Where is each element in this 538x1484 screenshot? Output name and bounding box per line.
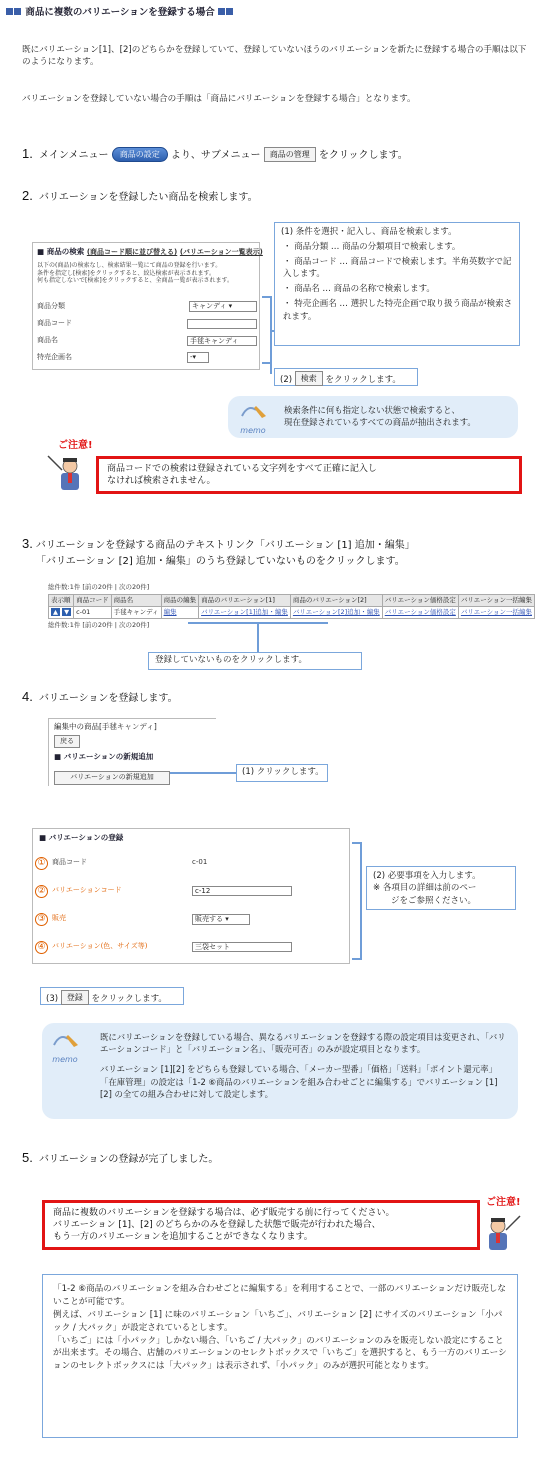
search-row-name: 商品名 手毬キャンディ — [37, 332, 257, 349]
memo-label: memo — [52, 1054, 78, 1064]
step-4: 4. バリエーションを登録します。 — [22, 689, 178, 704]
sales-select[interactable]: 販売する ▾ — [192, 914, 250, 925]
step-3: 3. バリエーションを登録する商品のテキストリンク「バリエーション [1] 追加・編集」 「バリエーション [2] 追加・編集」のうち登録していないものをクリックします。 — [22, 536, 415, 568]
result-table — [48, 594, 535, 619]
variation-code-input[interactable]: c-12 — [192, 886, 292, 896]
product-settings-menu-button[interactable]: 商品の設定 — [112, 147, 168, 162]
search-click-callout: (2) 検索 をクリックします。 — [274, 368, 418, 386]
connector — [270, 346, 272, 374]
search-button[interactable]: 検索 — [295, 371, 323, 386]
reg-row-variation-name: ④ バリエーション(色、サイズ等) 三袋セット — [35, 933, 347, 961]
search-row-category: 商品分類 キャンディ ▾ — [37, 298, 257, 315]
memo-box-1: memo 検索条件に何も指定しない状態で検索すると、 現在登録されているすべての商品が抽出されます。 — [228, 396, 518, 438]
step-2: 2. バリエーションを登録したい商品を検索します。 — [22, 188, 258, 203]
warning-box-1: 商品コードでの検索は登録されている文字列をすべて正確に記入し なければ検索されません。 — [96, 456, 522, 494]
arrow-down-icon[interactable]: ▼ — [64, 608, 70, 617]
connector — [352, 842, 362, 960]
back-button[interactable]: 戻る — [54, 735, 80, 749]
pencil-icon — [50, 1031, 80, 1049]
info-box: 「1-2 ⑥商品のバリエーションを組み合わせごとに編集する」を利用することで、一部のバリエーションだけ販売しないことが可能です。 例えば、バリエーション [1] に味のバリエーション「いちご」、バリエーション [2] にサイズのバリエーション「小パック / 大パック」が設定されているとします。 「いちご」には「小パック」しかない場合、「いちご / 大パック」のバリエーションのみを販売しない設定にすることが出来ます。その場合、店舗のバリエーションのセレクトボックスで「いちご」を選択すると、もう一方のバリエーションのセレクトボックスには「大パック」は表示されず、「小パック」のみが選択可能となります。 — [42, 1274, 518, 1438]
variation-1-edit-link[interactable]: バリエーション[1]追加・編集 — [199, 607, 291, 619]
click-add-callout: (1) クリックします。 — [236, 764, 328, 782]
connector — [257, 622, 259, 652]
memo-label: memo — [240, 425, 266, 435]
pencil-icon — [238, 402, 268, 420]
reg-row-product-code: ① 商品コード c-01 — [35, 849, 347, 877]
product-management-submenu-button[interactable]: 商品の管理 — [264, 147, 316, 162]
variation-list-link[interactable]: (バリエーション一覧表示) — [179, 248, 263, 256]
step-5: 5. バリエーションの登録が完了しました。 — [22, 1150, 219, 1165]
search-row-sale: 特売企画名 -▾ — [37, 349, 257, 366]
reg-row-variation-code: ② バリエーションコード c-12 — [35, 877, 347, 905]
square-icon — [14, 8, 21, 15]
variation-price-link[interactable]: バリエーション価格設定 — [382, 607, 458, 619]
variation-edit-panel: 編集中の商品[手毬キャンディ] 戻る ■ バリエーションの新規追加 バリエーションの新規追加 — [48, 718, 216, 786]
step-1: 1. メインメニュー 商品の設定 より、サブメニュー 商品の管理 をクリックします。 — [22, 146, 408, 161]
warning-box-2: 商品に複数のバリエーションを登録する場合は、必ず販売する前に行ってください。 バリエーション [1]、[2] のどちらかのみを登録した状態で販売が行われた場合、 もう一方のバリエーションを追加することができなくなります。 — [42, 1200, 480, 1250]
product-result-table: 総件数:1件 [前の20件 | 次の20件] 表示順 商品コード 商品名 商品の編集 商品のバリエーション[1] 商品のバリエーション[2] バリエーション価格設定 バリエーション一括編集 ▲ ▼ c-01 手毬キャンディ 編集 バリエーション[1]追加・編集 バリエーション[2]追加・編集 バリエーション価格設定 バリエーション一括編集 総件数:1件 [前の20件 | 次の20件] — [48, 583, 520, 630]
presenter-icon — [46, 452, 86, 492]
intro-text-2: バリエーションを登録していない場合の手順は「商品にバリエーションを登録する場合」となります。 — [22, 94, 416, 104]
reg-row-sales: ③ 販売 販売する ▾ — [35, 905, 347, 933]
square-icon — [218, 8, 225, 15]
category-select[interactable]: キャンディ ▾ — [189, 301, 257, 312]
variation-bulk-edit-link[interactable]: バリエーション一括編集 — [458, 607, 534, 619]
sale-plan-select[interactable]: -▾ — [187, 352, 209, 363]
register-button[interactable]: 登録 — [61, 990, 89, 1005]
presenter-icon — [482, 1212, 522, 1252]
memo-box-2: memo 既にバリエーションを登録している場合、異なるバリエーションを登録する際の設定項目は変更され、「バリエーションコード」と「バリエーション名」、「販売可否」のみが設定項目となります。 バリエーション [1][2] をどちらも登録している場合、「メーカー型番」「価格」「送料」「ポイント還元率」「在庫管理」の設定は「1-2 ⑥商品のバリエーションを組み合わせごとに編集する」でバリエーション [1][2] の全ての組み合わせに対して設定します。 — [42, 1023, 518, 1119]
variation-name-input[interactable]: 三袋セット — [192, 942, 292, 952]
product-code-input[interactable] — [187, 319, 257, 329]
square-icon — [6, 8, 13, 15]
connector — [170, 772, 236, 774]
edit-link[interactable]: 編集 — [161, 607, 199, 619]
click-unregistered-callout: 登録していないものをクリックします。 — [148, 652, 362, 670]
sort-by-code-link[interactable]: (商品コード順に並び替える) — [86, 248, 178, 256]
table-row: ▲ ▼ c-01 手毬キャンディ 編集 バリエーション[1]追加・編集 バリエーション[2]追加・編集 バリエーション価格設定 バリエーション一括編集 — [49, 607, 535, 619]
product-search-panel: ■ 商品の検索 (商品コード順に並び替える) (バリエーション一覧表示) 以下の(商品)の検索なし、検索結果一覧にて商品の登録を行います。 条件を指定し[検索]をクリックすると、絞込検索が表示されます。 何も指定しないで[検索]をクリックすると、全商品一覧が表示されます。 商品分類 キャンディ ▾ 商品コード 商品名 手毬キャンディ 特売企画名 -▾ — [32, 242, 260, 370]
variation-2-edit-link[interactable]: バリエーション[2]追加・編集 — [290, 607, 382, 619]
warning-label-1: ご注意! — [58, 440, 93, 451]
warning-label-2: ご注意! — [486, 1197, 521, 1208]
page-title: 商品に複数のバリエーションを登録する場合 — [6, 6, 234, 19]
search-conditions-callout: (1) 条件を選択・記入し、商品を検索します。 ・ 商品分類 … 商品の分類項目で検索します。 ・ 商品コード … 商品コードで検索します。半角英数字で記入します。 ・ 商品名 … 商品の名称で検索します。 ・ 特売企画名 … 選択した特売企画で取り扱う商品が検索されます。 — [274, 222, 520, 346]
search-panel-title: ■ 商品の検索 (商品コード順に並び替える) (バリエーション一覧表示) — [37, 247, 263, 256]
square-icon — [226, 8, 233, 15]
add-variation-button[interactable]: バリエーションの新規追加 — [54, 771, 170, 785]
arrow-up-icon[interactable]: ▲ — [53, 608, 58, 617]
search-row-code: 商品コード — [37, 315, 257, 332]
product-name-input[interactable]: 手毬キャンディ — [187, 336, 257, 346]
input-required-callout: (2) 必要事項を入力します。 ※ 各項目の詳細は前のペー ジをご参照ください。 — [366, 866, 516, 910]
register-click-callout: (3) 登録 をクリックします。 — [40, 987, 184, 1005]
variation-register-panel: ■ バリエーションの登録 ① 商品コード c-01 ② バリエーションコード c-12 ③ 販売 販売する ▾ ④ バリエーション(色、サイズ等) 三袋セット — [32, 828, 350, 964]
table-header-row: 表示順 商品コード 商品名 商品の編集 商品のバリエーション[1] 商品のバリエーション[2] バリエーション価格設定 バリエーション一括編集 — [49, 595, 535, 607]
intro-text-1: 既にバリエーション[1]、[2]のどちらかを登録していて、登録していないほうのバリエーションを新たに登録する場合の手順は以下のようになります。 — [22, 45, 527, 68]
